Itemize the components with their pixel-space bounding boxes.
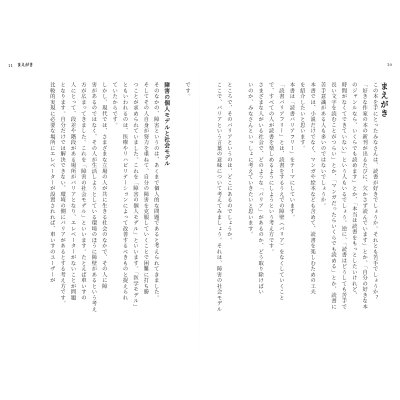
body-line: 方が広まってきました。これを「障害の社会モデル」といいます。たとえば車いすの: [79, 82, 86, 301]
body-line: ともいわれるのは、医療やリハビリテーションによって改善するべきものと捉えられ: [121, 82, 128, 301]
body-line: 比較的実現に必要な場所にエレベーターが設置されれば、車いすのユーザーが: [48, 82, 55, 284]
body-line: 時間がなくてできていない」という人もいるでしょう。逆に、「読書はどうしても苦手で: [340, 82, 347, 310]
body-line: この本を手にとったみなさんは、読書が好きでしょうか。それとも苦手でしょうか？: [371, 82, 378, 301]
body-line: ここで、バリアという言葉の意味について考えてみましょう。それは、障害の社会モデル: [215, 82, 222, 312]
page-number-left: 11: [8, 62, 14, 68]
body-line: となります。自分だけでは解決できない、環境の側にバリアがあるとする考え方です。: [59, 82, 66, 307]
body-line: 害があるのではなく、その人が生活しようとしている環境のほうに障壁があるという考え: [90, 82, 97, 312]
body-line: です。: [184, 82, 190, 100]
right-page-header: [387, 62, 392, 67]
body-line: 本書では、小説だけでなく、マンガや絵本なども含めて、読書を楽しむための工夫: [309, 82, 316, 295]
running-head: まえがき: [17, 62, 34, 67]
body-line: そのなかの、障害というのは、あくまで個人的な問題であると考えられてきました。: [152, 82, 159, 301]
body-line: 本書は「読書バリアフリー」をテーマにしています。: [288, 82, 295, 220]
right-page-body: [210, 82, 390, 328]
body-line: 苦手意識がある人も多いのではないでしょうか。: [319, 82, 326, 209]
body-line: しかし、現代では、さまざまな立場の人が共に生きる社会のなかで、その人に障: [100, 82, 107, 289]
body-line: そしてその人自身が努力を重ねて、自分の障害を克服していくことで困難に打ち勝: [142, 82, 149, 295]
body-line: いのか、みなさんといっしょに考えていきたいと思います。: [246, 82, 253, 238]
left-page-header: [8, 62, 33, 68]
body-line: 長い文字を読むことがつらい」とか、「マンガだったらいくらでも読める」とか、読書に: [329, 82, 336, 310]
body-line: を紹介したいと思います。: [298, 82, 305, 151]
page-number-right: 10: [386, 62, 392, 67]
left-page-body: [6, 82, 192, 328]
body-line: のジャンルなら、いくらでも読めます」とか、「本当は読書をもっとしたいけれど、: [350, 82, 357, 298]
body-line: 「好きな作家の本の新刊が出るたびに、欠かさず読んでいます」とか、「自分の好きな本: [361, 82, 368, 310]
section-heading: 障害の個人モデルと社会モデル: [163, 82, 170, 167]
body-line: で、すべての人が読書を楽しめるようにしようという考え方です。: [267, 82, 274, 255]
body-line: つことが求められていました。これを「障害の個人モデル」といいます。「医学モデル」: [131, 82, 138, 310]
body-line: 「読書バリアフリー」とは、読書をするうえでの障壁（バリア）をなくしていくこと: [277, 82, 284, 301]
body-line: ていたからです。: [111, 82, 118, 128]
body-line: ところで、そのバリアというのは、どこにあるのでしょうか。: [225, 82, 232, 243]
body-line: 人にとって、段差や階段がある場所がバリアとなり、エレベーターがないことが問題: [69, 82, 76, 301]
chapter-heading: まえがき: [380, 82, 390, 118]
body-line: さまざまな人がいる社会で、どのような「バリア」があるのか、どう取り除けばい: [257, 82, 264, 295]
right-page: [200, 0, 400, 400]
